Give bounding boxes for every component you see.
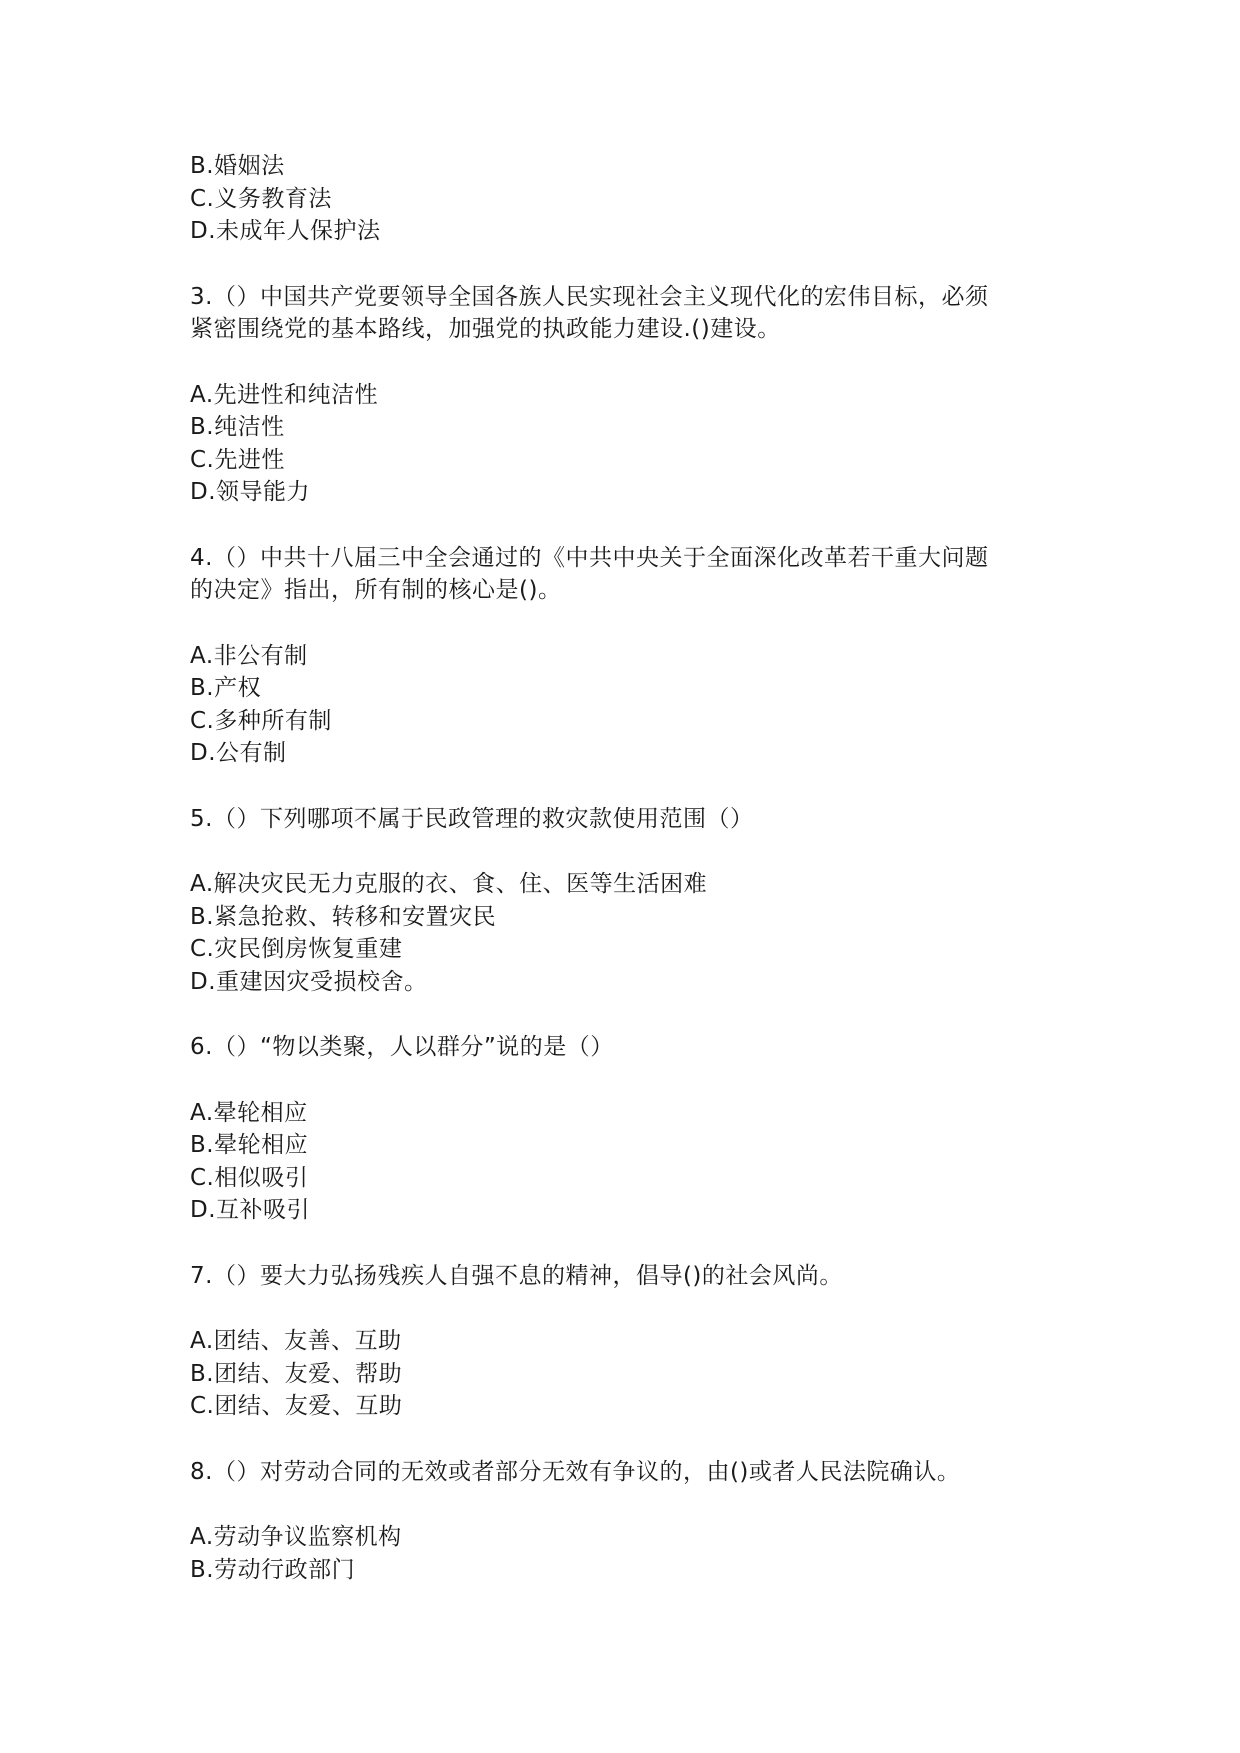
option-line: D.领导能力 <box>190 479 311 505</box>
question-4 <box>190 542 1070 770</box>
option-line: A.解决灾民无力克服的衣、食、住、医等生活困难 <box>190 871 708 897</box>
question-text: 紧密围绕党的基本路线，加强党的执政能力建设.()建设。 <box>190 316 781 342</box>
option-line: B.劳动行政部门 <box>190 1556 356 1583</box>
option-line: A.团结、友善、互助 <box>190 1328 402 1354</box>
question-text: 8.（）对劳动合同的无效或者部分无效有争议的，由()或者人民法院确认。 <box>190 1458 961 1485</box>
question-text: 6.（）“物以类聚，人以群分”说的是（） <box>190 1034 614 1060</box>
option-line: C.相似吸引 <box>190 1164 309 1191</box>
question-text: 7.（）要大力弘扬残疾人自强不息的精神，倡导()的社会风尚。 <box>190 1262 843 1289</box>
option-line: B.产权 <box>190 675 262 701</box>
option-line: D.互补吸引 <box>190 1197 311 1223</box>
question-text: 3.（）中国共产党要领导全国各族人民实现社会主义现代化的宏伟目标，必须 <box>190 283 989 310</box>
option-line: B.婚姻法 <box>190 153 285 179</box>
question-text: 5.（）下列哪项不属于民政管理的救灾款使用范围（） <box>190 805 754 832</box>
option-line: C.团结、友爱、互助 <box>190 1393 403 1419</box>
option-line: C.义务教育法 <box>190 185 332 212</box>
option-line: C.先进性 <box>190 446 285 473</box>
question-text: 的决定》指出，所有制的核心是()。 <box>190 577 562 603</box>
option-line: B.晕轮相应 <box>190 1132 309 1158</box>
option-line: B.紧急抢救、转移和安置灾民 <box>190 903 497 930</box>
question-5 <box>190 803 1070 999</box>
question-7 <box>190 1260 1070 1423</box>
question-8 <box>190 1456 1070 1587</box>
question-text: 4.（）中共十八届三中全会通过的《中共中央关于全面深化改革若干重大问题 <box>190 544 989 571</box>
option-line: A.非公有制 <box>190 642 308 669</box>
option-line: B.纯洁性 <box>190 414 285 440</box>
option-line: D.未成年人保护法 <box>190 218 381 244</box>
option-line: D.重建因灾受损校舍。 <box>190 968 428 995</box>
question-3 <box>190 281 1070 509</box>
option-line: A.先进性和纯洁性 <box>190 381 379 408</box>
option-line: C.灾民倒房恢复重建 <box>190 936 403 962</box>
intro-options <box>190 150 1070 248</box>
question-6 <box>190 1031 1070 1227</box>
option-line: C.多种所有制 <box>190 707 332 734</box>
question-list <box>190 150 1070 1586</box>
option-line: D.公有制 <box>190 740 287 766</box>
option-line: B.团结、友爱、帮助 <box>190 1360 403 1387</box>
option-line: A.劳动争议监察机构 <box>190 1524 402 1550</box>
option-line: A.晕轮相应 <box>190 1099 308 1126</box>
